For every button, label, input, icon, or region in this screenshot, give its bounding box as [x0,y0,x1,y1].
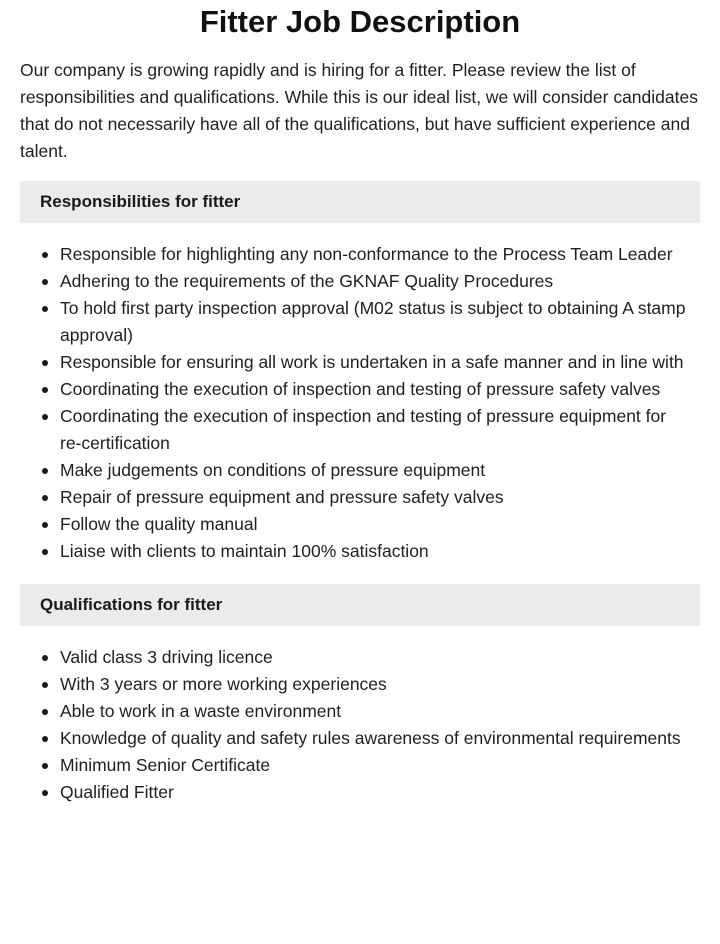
responsibility-item: Adhering to the requirements of the GKNAF Quality Procedures [60,268,700,295]
responsibilities-heading: Responsibilities for fitter [20,181,700,223]
responsibilities-list [20,241,700,565]
responsibility-item: Coordinating the execution of inspection and testing of pressure safety valves [60,376,700,403]
responsibility-item: Coordinating the execution of inspection and testing of pressure equipment for re-certification [60,403,700,457]
qualification-item: Qualified Fitter [60,779,700,806]
responsibility-item: Responsible for ensuring all work is undertaken in a safe manner and in line with [60,349,700,376]
responsibility-item: Make judgements on conditions of pressure equipment [60,457,700,484]
page-title: Fitter Job Description [199,4,521,39]
responsibility-item: Liaise with clients to maintain 100% satisfaction [60,538,700,565]
intro-paragraph: Our company is growing rapidly and is hiring for a fitter. Please review the list of responsibilities and qualifications. While this is our ideal list, we will consider candidates that do not necessarily have all of the qualifications, but have sufficient experience and talent. [20,60,698,161]
qualifications-list [20,644,700,806]
responsibility-item: Repair of pressure equipment and pressure safety valves [60,484,700,511]
qualification-item: With 3 years or more working experiences [60,671,700,698]
responsibility-item: Follow the quality manual [60,511,700,538]
qualifications-heading: Qualifications for fitter [20,584,700,626]
qualification-item: Able to work in a waste environment [60,698,700,725]
qualification-item: Valid class 3 driving licence [60,644,700,671]
responsibility-item: To hold first party inspection approval (M02 status is subject to obtaining A stamp approval) [60,295,700,349]
responsibility-item: Responsible for highlighting any non-conformance to the Process Team Leader [60,241,700,268]
qualification-item: Knowledge of quality and safety rules awareness of environmental requirements [60,725,700,752]
qualification-item: Minimum Senior Certificate [60,752,700,779]
